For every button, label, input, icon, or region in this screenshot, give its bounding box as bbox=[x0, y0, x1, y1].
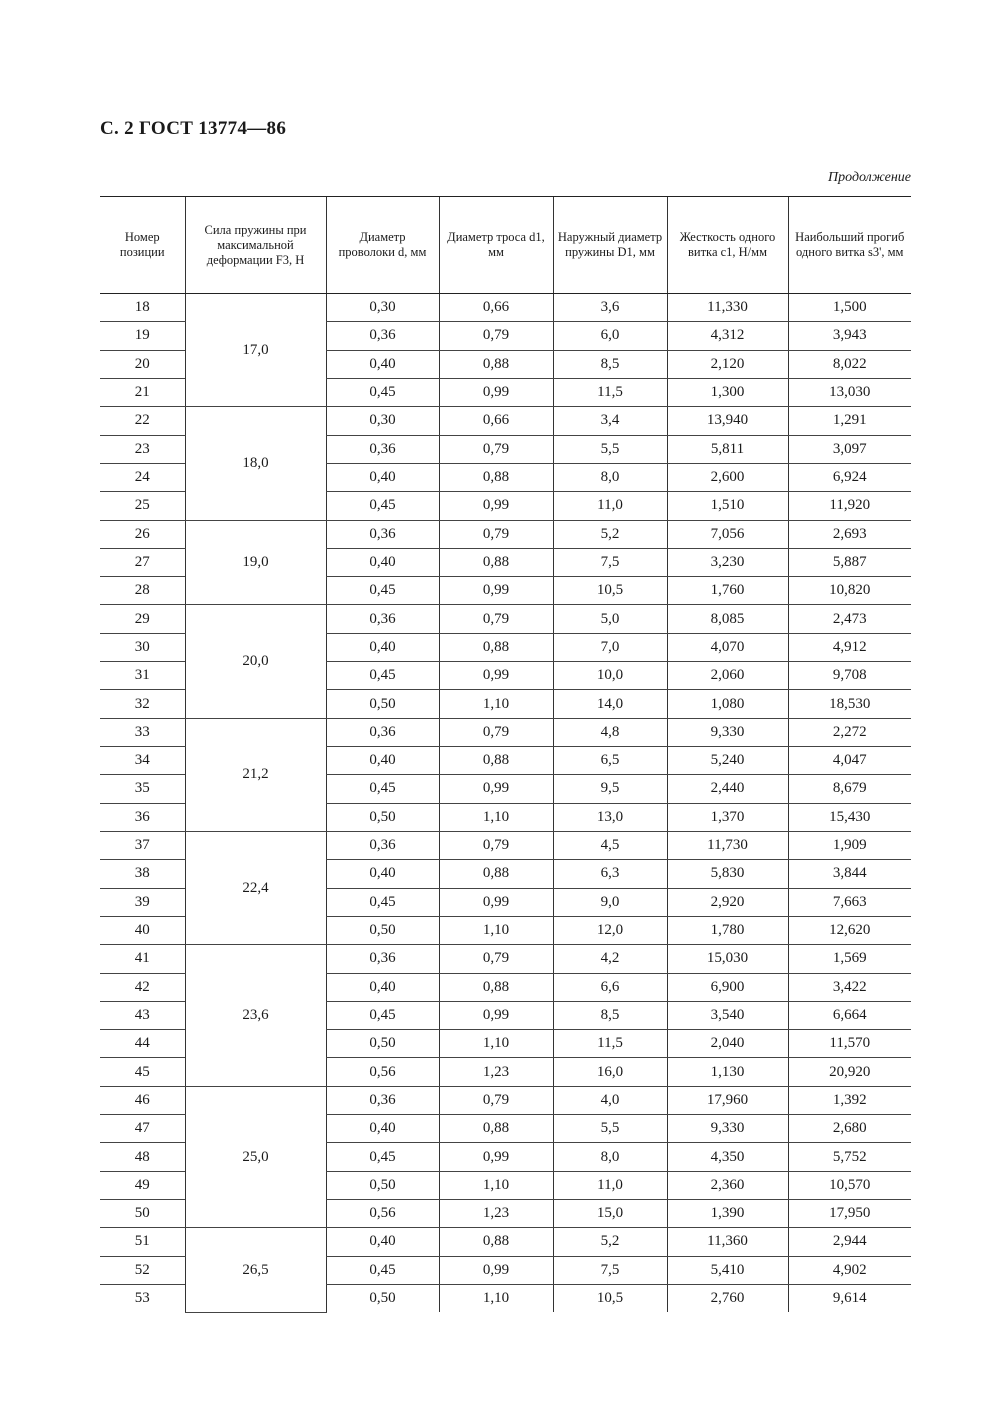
wire-diameter-cell: 0,36 bbox=[326, 605, 439, 633]
stiffness-cell: 1,300 bbox=[667, 378, 788, 406]
stiffness-cell: 1,130 bbox=[667, 1058, 788, 1086]
spring-parameters-table bbox=[100, 196, 911, 1313]
rope-diameter-cell: 1,10 bbox=[439, 916, 553, 944]
outer-diameter-cell: 10,5 bbox=[553, 1284, 667, 1312]
position-cell: 35 bbox=[100, 775, 185, 803]
page-header: С. 2 ГОСТ 13774—86 bbox=[100, 118, 287, 139]
header-outer-diameter: Наружный диаметр пружины D1, мм bbox=[553, 197, 667, 294]
rope-diameter-cell: 1,10 bbox=[439, 1171, 553, 1199]
outer-diameter-cell: 11,5 bbox=[553, 1030, 667, 1058]
deflection-cell: 4,912 bbox=[788, 633, 911, 661]
wire-diameter-cell: 0,40 bbox=[326, 350, 439, 378]
continuation-label: Продолжение bbox=[828, 170, 911, 185]
position-cell: 22 bbox=[100, 407, 185, 435]
position-cell: 19 bbox=[100, 322, 185, 350]
outer-diameter-cell: 8,5 bbox=[553, 1001, 667, 1029]
rope-diameter-cell: 0,88 bbox=[439, 1228, 553, 1256]
deflection-cell: 1,291 bbox=[788, 407, 911, 435]
outer-diameter-cell: 5,0 bbox=[553, 605, 667, 633]
rope-diameter-cell: 0,88 bbox=[439, 350, 553, 378]
outer-diameter-cell: 8,0 bbox=[553, 1143, 667, 1171]
position-cell: 46 bbox=[100, 1086, 185, 1114]
outer-diameter-cell: 4,2 bbox=[553, 945, 667, 973]
position-cell: 30 bbox=[100, 633, 185, 661]
outer-diameter-cell: 7,0 bbox=[553, 633, 667, 661]
deflection-cell: 9,708 bbox=[788, 662, 911, 690]
header-deflection: Наибольший прогиб одного витка s3', мм bbox=[788, 197, 911, 294]
table-body bbox=[100, 294, 911, 1313]
outer-diameter-cell: 5,5 bbox=[553, 1115, 667, 1143]
deflection-cell: 1,569 bbox=[788, 945, 911, 973]
wire-diameter-cell: 0,50 bbox=[326, 690, 439, 718]
stiffness-cell: 1,760 bbox=[667, 577, 788, 605]
stiffness-cell: 11,730 bbox=[667, 831, 788, 859]
deflection-cell: 2,693 bbox=[788, 520, 911, 548]
rope-diameter-cell: 0,66 bbox=[439, 407, 553, 435]
stiffness-cell: 13,940 bbox=[667, 407, 788, 435]
deflection-cell: 6,924 bbox=[788, 463, 911, 491]
wire-diameter-cell: 0,36 bbox=[326, 435, 439, 463]
rope-diameter-cell: 0,88 bbox=[439, 548, 553, 576]
wire-diameter-cell: 0,40 bbox=[326, 633, 439, 661]
stiffness-cell: 11,360 bbox=[667, 1228, 788, 1256]
wire-diameter-cell: 0,36 bbox=[326, 322, 439, 350]
wire-diameter-cell: 0,45 bbox=[326, 775, 439, 803]
deflection-cell: 11,920 bbox=[788, 492, 911, 520]
header-force: Сила пружины при максимальной деформации F3, Н bbox=[185, 197, 326, 294]
wire-diameter-cell: 0,40 bbox=[326, 1115, 439, 1143]
outer-diameter-cell: 3,4 bbox=[553, 407, 667, 435]
deflection-cell: 9,614 bbox=[788, 1284, 911, 1312]
position-cell: 34 bbox=[100, 747, 185, 775]
rope-diameter-cell: 0,88 bbox=[439, 1115, 553, 1143]
rope-diameter-cell: 1,10 bbox=[439, 803, 553, 831]
outer-diameter-cell: 15,0 bbox=[553, 1200, 667, 1228]
outer-diameter-cell: 7,5 bbox=[553, 1256, 667, 1284]
outer-diameter-cell: 4,5 bbox=[553, 831, 667, 859]
outer-diameter-cell: 14,0 bbox=[553, 690, 667, 718]
deflection-cell: 20,920 bbox=[788, 1058, 911, 1086]
deflection-cell: 2,680 bbox=[788, 1115, 911, 1143]
outer-diameter-cell: 5,5 bbox=[553, 435, 667, 463]
deflection-cell: 1,392 bbox=[788, 1086, 911, 1114]
outer-diameter-cell: 5,2 bbox=[553, 1228, 667, 1256]
deflection-cell: 8,679 bbox=[788, 775, 911, 803]
table-row bbox=[100, 294, 911, 322]
stiffness-cell: 4,312 bbox=[667, 322, 788, 350]
wire-diameter-cell: 0,30 bbox=[326, 294, 439, 322]
force-cell: 20,0 bbox=[185, 605, 326, 718]
deflection-cell: 1,909 bbox=[788, 831, 911, 859]
deflection-cell: 4,902 bbox=[788, 1256, 911, 1284]
rope-diameter-cell: 0,99 bbox=[439, 492, 553, 520]
rope-diameter-cell: 0,79 bbox=[439, 605, 553, 633]
wire-diameter-cell: 0,50 bbox=[326, 1171, 439, 1199]
position-cell: 42 bbox=[100, 973, 185, 1001]
force-cell: 21,2 bbox=[185, 718, 326, 831]
force-cell: 26,5 bbox=[185, 1228, 326, 1312]
position-cell: 33 bbox=[100, 718, 185, 746]
table-row bbox=[100, 605, 911, 633]
stiffness-cell: 2,120 bbox=[667, 350, 788, 378]
rope-diameter-cell: 1,23 bbox=[439, 1058, 553, 1086]
force-cell: 18,0 bbox=[185, 407, 326, 520]
table-row bbox=[100, 1228, 911, 1256]
outer-diameter-cell: 6,5 bbox=[553, 747, 667, 775]
stiffness-cell: 2,760 bbox=[667, 1284, 788, 1312]
deflection-cell: 18,530 bbox=[788, 690, 911, 718]
wire-diameter-cell: 0,40 bbox=[326, 747, 439, 775]
force-cell: 19,0 bbox=[185, 520, 326, 605]
position-cell: 45 bbox=[100, 1058, 185, 1086]
stiffness-cell: 2,040 bbox=[667, 1030, 788, 1058]
outer-diameter-cell: 7,5 bbox=[553, 548, 667, 576]
outer-diameter-cell: 6,0 bbox=[553, 322, 667, 350]
rope-diameter-cell: 0,79 bbox=[439, 718, 553, 746]
outer-diameter-cell: 6,6 bbox=[553, 973, 667, 1001]
wire-diameter-cell: 0,56 bbox=[326, 1200, 439, 1228]
position-cell: 38 bbox=[100, 860, 185, 888]
header-wire-diameter: Диаметр проволоки d, мм bbox=[326, 197, 439, 294]
stiffness-cell: 4,070 bbox=[667, 633, 788, 661]
wire-diameter-cell: 0,40 bbox=[326, 463, 439, 491]
deflection-cell: 8,022 bbox=[788, 350, 911, 378]
outer-diameter-cell: 11,0 bbox=[553, 1171, 667, 1199]
position-cell: 26 bbox=[100, 520, 185, 548]
wire-diameter-cell: 0,45 bbox=[326, 577, 439, 605]
stiffness-cell: 9,330 bbox=[667, 718, 788, 746]
force-cell: 23,6 bbox=[185, 945, 326, 1087]
stiffness-cell: 2,600 bbox=[667, 463, 788, 491]
rope-diameter-cell: 0,99 bbox=[439, 1143, 553, 1171]
rope-diameter-cell: 0,88 bbox=[439, 973, 553, 1001]
rope-diameter-cell: 1,10 bbox=[439, 690, 553, 718]
position-cell: 48 bbox=[100, 1143, 185, 1171]
rope-diameter-cell: 0,88 bbox=[439, 860, 553, 888]
wire-diameter-cell: 0,56 bbox=[326, 1058, 439, 1086]
force-cell: 22,4 bbox=[185, 831, 326, 944]
wire-diameter-cell: 0,36 bbox=[326, 1086, 439, 1114]
stiffness-cell: 1,080 bbox=[667, 690, 788, 718]
position-cell: 41 bbox=[100, 945, 185, 973]
position-cell: 24 bbox=[100, 463, 185, 491]
rope-diameter-cell: 0,99 bbox=[439, 1001, 553, 1029]
deflection-cell: 17,950 bbox=[788, 1200, 911, 1228]
stiffness-cell: 2,920 bbox=[667, 888, 788, 916]
deflection-cell: 13,030 bbox=[788, 378, 911, 406]
header-stiffness: Жесткость одного витка c1, Н/мм bbox=[667, 197, 788, 294]
outer-diameter-cell: 9,5 bbox=[553, 775, 667, 803]
table-row bbox=[100, 407, 911, 435]
outer-diameter-cell: 4,0 bbox=[553, 1086, 667, 1114]
deflection-cell: 2,944 bbox=[788, 1228, 911, 1256]
table-header-row bbox=[100, 197, 911, 294]
outer-diameter-cell: 10,5 bbox=[553, 577, 667, 605]
wire-diameter-cell: 0,50 bbox=[326, 1284, 439, 1312]
deflection-cell: 1,500 bbox=[788, 294, 911, 322]
position-cell: 49 bbox=[100, 1171, 185, 1199]
outer-diameter-cell: 8,5 bbox=[553, 350, 667, 378]
deflection-cell: 15,430 bbox=[788, 803, 911, 831]
deflection-cell: 6,664 bbox=[788, 1001, 911, 1029]
deflection-cell: 10,820 bbox=[788, 577, 911, 605]
rope-diameter-cell: 0,99 bbox=[439, 662, 553, 690]
rope-diameter-cell: 0,79 bbox=[439, 945, 553, 973]
wire-diameter-cell: 0,36 bbox=[326, 945, 439, 973]
outer-diameter-cell: 4,8 bbox=[553, 718, 667, 746]
wire-diameter-cell: 0,40 bbox=[326, 548, 439, 576]
wire-diameter-cell: 0,40 bbox=[326, 973, 439, 1001]
position-cell: 47 bbox=[100, 1115, 185, 1143]
rope-diameter-cell: 0,99 bbox=[439, 378, 553, 406]
position-cell: 32 bbox=[100, 690, 185, 718]
wire-diameter-cell: 0,45 bbox=[326, 1001, 439, 1029]
stiffness-cell: 8,085 bbox=[667, 605, 788, 633]
rope-diameter-cell: 1,10 bbox=[439, 1284, 553, 1312]
stiffness-cell: 6,900 bbox=[667, 973, 788, 1001]
wire-diameter-cell: 0,45 bbox=[326, 378, 439, 406]
position-cell: 43 bbox=[100, 1001, 185, 1029]
header-rope-diameter: Диаметр троса d1, мм bbox=[439, 197, 553, 294]
header-position: Номер позиции bbox=[100, 197, 185, 294]
rope-diameter-cell: 0,99 bbox=[439, 888, 553, 916]
stiffness-cell: 3,540 bbox=[667, 1001, 788, 1029]
wire-diameter-cell: 0,40 bbox=[326, 1228, 439, 1256]
force-cell: 17,0 bbox=[185, 294, 326, 407]
deflection-cell: 2,272 bbox=[788, 718, 911, 746]
stiffness-cell: 1,390 bbox=[667, 1200, 788, 1228]
table-row bbox=[100, 718, 911, 746]
rope-diameter-cell: 0,79 bbox=[439, 1086, 553, 1114]
deflection-cell: 2,473 bbox=[788, 605, 911, 633]
wire-diameter-cell: 0,45 bbox=[326, 662, 439, 690]
deflection-cell: 3,422 bbox=[788, 973, 911, 1001]
position-cell: 29 bbox=[100, 605, 185, 633]
position-cell: 20 bbox=[100, 350, 185, 378]
position-cell: 18 bbox=[100, 294, 185, 322]
outer-diameter-cell: 11,5 bbox=[553, 378, 667, 406]
position-cell: 39 bbox=[100, 888, 185, 916]
table-row bbox=[100, 520, 911, 548]
rope-diameter-cell: 0,88 bbox=[439, 463, 553, 491]
outer-diameter-cell: 5,2 bbox=[553, 520, 667, 548]
position-cell: 28 bbox=[100, 577, 185, 605]
outer-diameter-cell: 13,0 bbox=[553, 803, 667, 831]
rope-diameter-cell: 0,79 bbox=[439, 322, 553, 350]
wire-diameter-cell: 0,45 bbox=[326, 1143, 439, 1171]
outer-diameter-cell: 10,0 bbox=[553, 662, 667, 690]
position-cell: 21 bbox=[100, 378, 185, 406]
wire-diameter-cell: 0,50 bbox=[326, 1030, 439, 1058]
stiffness-cell: 5,240 bbox=[667, 747, 788, 775]
outer-diameter-cell: 11,0 bbox=[553, 492, 667, 520]
stiffness-cell: 1,780 bbox=[667, 916, 788, 944]
table-row bbox=[100, 1086, 911, 1114]
table-row bbox=[100, 831, 911, 859]
wire-diameter-cell: 0,45 bbox=[326, 492, 439, 520]
rope-diameter-cell: 0,79 bbox=[439, 831, 553, 859]
stiffness-cell: 15,030 bbox=[667, 945, 788, 973]
position-cell: 52 bbox=[100, 1256, 185, 1284]
rope-diameter-cell: 1,10 bbox=[439, 1030, 553, 1058]
deflection-cell: 12,620 bbox=[788, 916, 911, 944]
stiffness-cell: 11,330 bbox=[667, 294, 788, 322]
stiffness-cell: 3,230 bbox=[667, 548, 788, 576]
stiffness-cell: 2,060 bbox=[667, 662, 788, 690]
wire-diameter-cell: 0,45 bbox=[326, 888, 439, 916]
stiffness-cell: 5,830 bbox=[667, 860, 788, 888]
stiffness-cell: 7,056 bbox=[667, 520, 788, 548]
stiffness-cell: 2,440 bbox=[667, 775, 788, 803]
position-cell: 44 bbox=[100, 1030, 185, 1058]
rope-diameter-cell: 0,79 bbox=[439, 435, 553, 463]
position-cell: 31 bbox=[100, 662, 185, 690]
deflection-cell: 7,663 bbox=[788, 888, 911, 916]
deflection-cell: 3,097 bbox=[788, 435, 911, 463]
deflection-cell: 3,943 bbox=[788, 322, 911, 350]
position-cell: 51 bbox=[100, 1228, 185, 1256]
stiffness-cell: 5,811 bbox=[667, 435, 788, 463]
rope-diameter-cell: 0,79 bbox=[439, 520, 553, 548]
outer-diameter-cell: 16,0 bbox=[553, 1058, 667, 1086]
outer-diameter-cell: 12,0 bbox=[553, 916, 667, 944]
stiffness-cell: 4,350 bbox=[667, 1143, 788, 1171]
rope-diameter-cell: 0,99 bbox=[439, 577, 553, 605]
outer-diameter-cell: 8,0 bbox=[553, 463, 667, 491]
table-row bbox=[100, 945, 911, 973]
wire-diameter-cell: 0,50 bbox=[326, 803, 439, 831]
outer-diameter-cell: 3,6 bbox=[553, 294, 667, 322]
stiffness-cell: 1,510 bbox=[667, 492, 788, 520]
force-cell: 25,0 bbox=[185, 1086, 326, 1228]
deflection-cell: 10,570 bbox=[788, 1171, 911, 1199]
wire-diameter-cell: 0,45 bbox=[326, 1256, 439, 1284]
rope-diameter-cell: 0,99 bbox=[439, 1256, 553, 1284]
position-cell: 27 bbox=[100, 548, 185, 576]
position-cell: 36 bbox=[100, 803, 185, 831]
outer-diameter-cell: 9,0 bbox=[553, 888, 667, 916]
deflection-cell: 5,752 bbox=[788, 1143, 911, 1171]
wire-diameter-cell: 0,30 bbox=[326, 407, 439, 435]
wire-diameter-cell: 0,36 bbox=[326, 718, 439, 746]
wire-diameter-cell: 0,36 bbox=[326, 520, 439, 548]
deflection-cell: 5,887 bbox=[788, 548, 911, 576]
stiffness-cell: 17,960 bbox=[667, 1086, 788, 1114]
outer-diameter-cell: 6,3 bbox=[553, 860, 667, 888]
position-cell: 25 bbox=[100, 492, 185, 520]
deflection-cell: 4,047 bbox=[788, 747, 911, 775]
stiffness-cell: 9,330 bbox=[667, 1115, 788, 1143]
rope-diameter-cell: 1,23 bbox=[439, 1200, 553, 1228]
wire-diameter-cell: 0,50 bbox=[326, 916, 439, 944]
position-cell: 37 bbox=[100, 831, 185, 859]
rope-diameter-cell: 0,99 bbox=[439, 775, 553, 803]
stiffness-cell: 5,410 bbox=[667, 1256, 788, 1284]
position-cell: 53 bbox=[134, 1290, 150, 1307]
wire-diameter-cell: 0,36 bbox=[326, 831, 439, 859]
position-cell: 50 bbox=[100, 1200, 185, 1228]
rope-diameter-cell: 0,88 bbox=[439, 633, 553, 661]
position-cell: 40 bbox=[100, 916, 185, 944]
stiffness-cell: 1,370 bbox=[667, 803, 788, 831]
position-cell: 23 bbox=[100, 435, 185, 463]
rope-diameter-cell: 0,88 bbox=[439, 747, 553, 775]
deflection-cell: 3,844 bbox=[788, 860, 911, 888]
wire-diameter-cell: 0,40 bbox=[326, 860, 439, 888]
deflection-cell: 11,570 bbox=[788, 1030, 911, 1058]
stiffness-cell: 2,360 bbox=[667, 1171, 788, 1199]
rope-diameter-cell: 0,66 bbox=[439, 294, 553, 322]
